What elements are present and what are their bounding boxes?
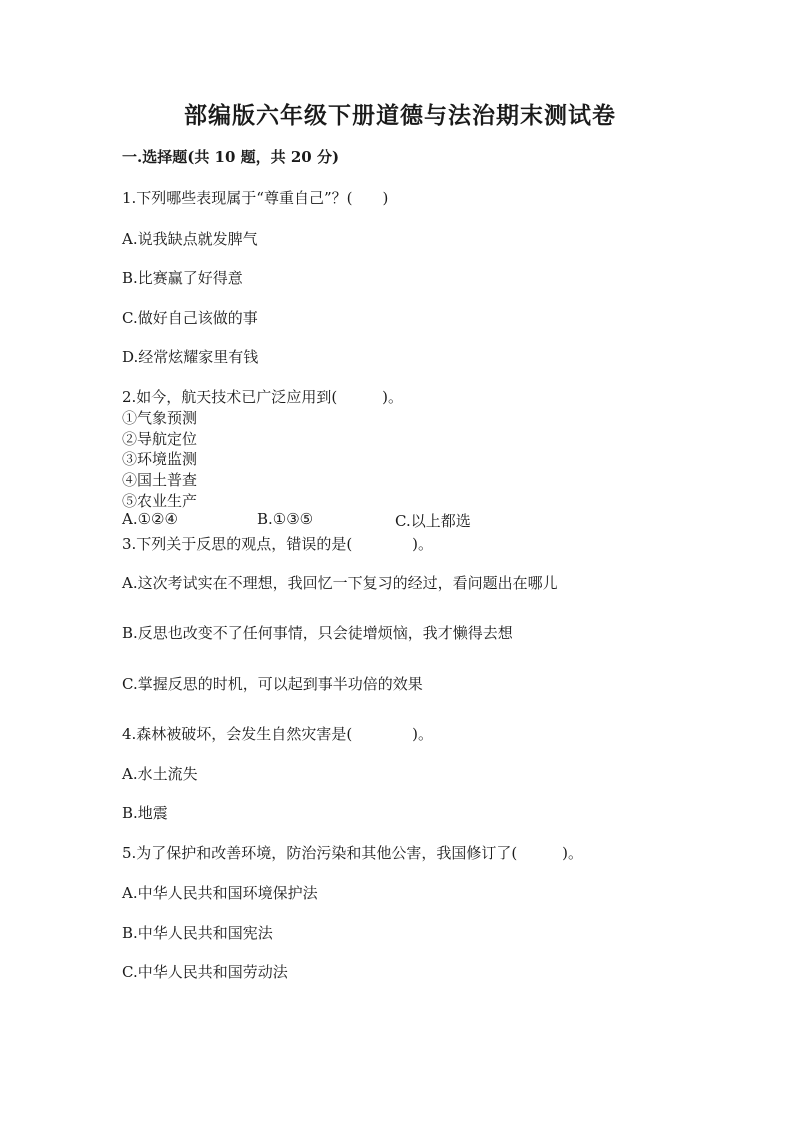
question-1-option-c: C.做好自己该做的事 — [122, 309, 258, 327]
question-5-stem: 5.为了保护和改善环境，防治污染和其他公害，我国修订了( )。 — [122, 844, 584, 862]
question-5-option-a: A.中华人民共和国环境保护法 — [122, 884, 318, 902]
question-4-option-b: B.地震 — [122, 804, 168, 822]
question-2-option-a: A.①②④ — [122, 510, 178, 528]
question-2-item: ②导航定位 — [122, 430, 198, 448]
question-3-option-a: A.这次考试实在不理想，我回忆一下复习的经过，看问题出在哪儿 — [122, 574, 558, 592]
question-2-stem: 2.如今，航天技术已广泛应用到( )。 — [122, 388, 404, 406]
question-3-option-b: B.反思也改变不了任何事情，只会徒增烦恼，我才懒得去想 — [122, 624, 513, 642]
question-1-stem: 1.下列哪些表现属于“尊重自己”？( ) — [122, 189, 389, 207]
question-1-option-d: D.经常炫耀家里有钱 — [122, 348, 259, 366]
question-3-option-c: C.掌握反思的时机，可以起到事半功倍的效果 — [122, 675, 423, 693]
question-2-option-c: C.以上都选 — [395, 512, 471, 530]
question-5-option-c: C.中华人民共和国劳动法 — [122, 963, 288, 981]
question-1-option-a: A.说我缺点就发脾气 — [122, 230, 258, 248]
question-2-option-b: B.①③⑤ — [257, 510, 314, 528]
question-4-option-a: A.水土流失 — [122, 765, 198, 783]
question-2-item: ⑤农业生产 — [122, 492, 198, 510]
question-2-item: ③环境监测 — [122, 450, 198, 468]
question-2-item: ①气象预测 — [122, 409, 198, 427]
question-3-stem: 3.下列关于反思的观点，错误的是( )。 — [122, 535, 434, 553]
question-5-option-b: B.中华人民共和国宪法 — [122, 924, 273, 942]
question-4-stem: 4.森林被破坏，会发生自然灾害是( )。 — [122, 725, 434, 743]
question-2-options — [122, 510, 722, 532]
page-title: 部编版六年级下册道德与法治期末测试卷 — [184, 102, 616, 129]
question-2-item: ④国土普查 — [122, 471, 198, 489]
question-1-option-b: B.比赛赢了好得意 — [122, 269, 243, 287]
section-heading: 一.选择题(共 10 题，共 20 分) — [122, 148, 340, 166]
